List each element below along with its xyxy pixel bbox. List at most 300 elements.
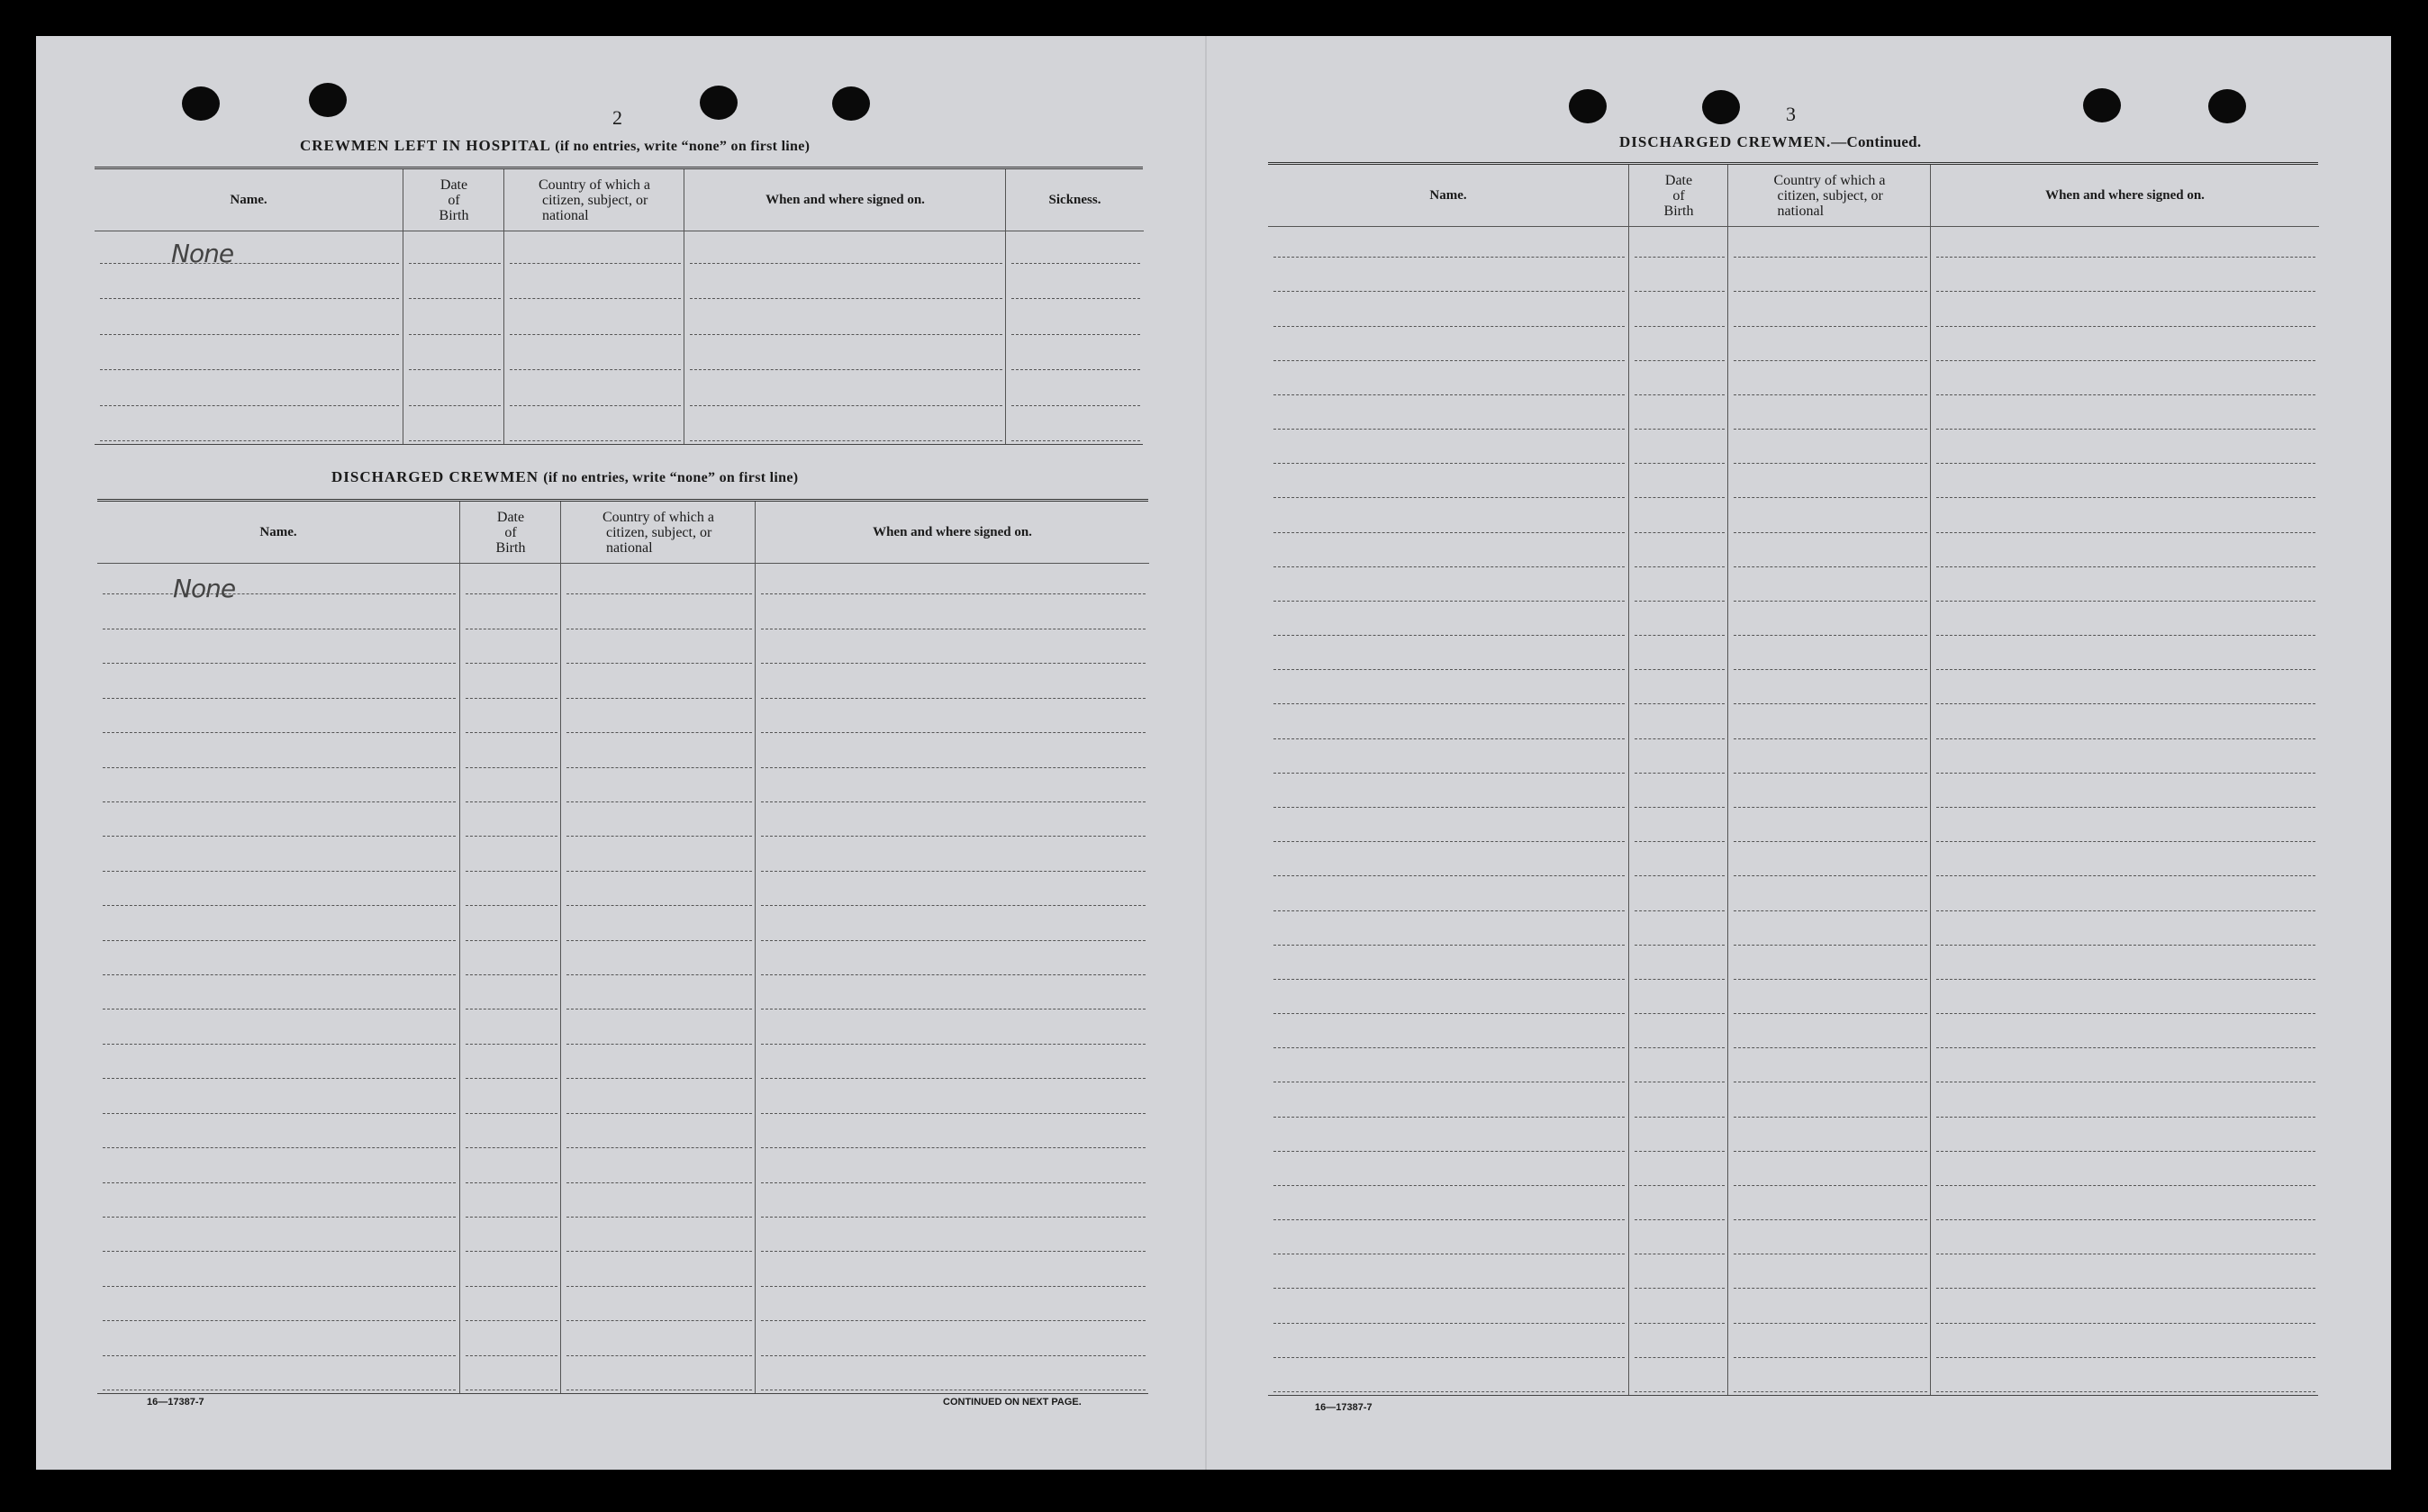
ruled-line	[690, 298, 1002, 299]
ruled-line	[1936, 635, 2315, 636]
discharged-continued-table	[1268, 162, 2318, 1396]
header-name: Name.	[1268, 165, 1628, 227]
ruled-line	[103, 1009, 456, 1010]
col-country	[503, 169, 684, 444]
ruled-line	[1273, 1391, 1625, 1392]
ruled-line	[1734, 669, 1927, 670]
ruled-line	[466, 1078, 557, 1079]
ruled-line	[1734, 257, 1927, 258]
ruled-line	[1734, 635, 1927, 636]
col-name	[97, 502, 459, 1393]
ruled-line	[1273, 1323, 1625, 1324]
ruled-line	[1273, 703, 1625, 704]
ruled-line	[1273, 326, 1625, 327]
ruled-line	[566, 698, 752, 699]
ruled-line	[1936, 1047, 2315, 1048]
hospital-section-title	[300, 137, 810, 155]
ruled-line	[466, 905, 557, 906]
discharged-table	[97, 499, 1148, 1394]
ruled-line	[1273, 429, 1625, 430]
ruled-line	[566, 871, 752, 872]
ruled-line	[1635, 394, 1725, 395]
ruled-line	[1273, 738, 1625, 739]
hospital-table	[95, 167, 1143, 445]
ruled-line	[103, 1355, 456, 1356]
ruled-line	[100, 298, 399, 299]
punch-hole	[1702, 90, 1740, 124]
ruled-line	[566, 1078, 752, 1079]
ruled-line	[1635, 1323, 1725, 1324]
ruled-line	[100, 440, 399, 441]
ruled-line	[1734, 532, 1927, 533]
ruled-line	[466, 1182, 557, 1183]
ruled-line	[1936, 875, 2315, 876]
ruled-line	[1635, 773, 1725, 774]
ruled-line	[1635, 635, 1725, 636]
ruled-line	[1936, 566, 2315, 567]
ruled-line	[103, 1078, 456, 1079]
ruled-line	[566, 1147, 752, 1148]
header-signed-on: When and where signed on.	[1931, 165, 2319, 227]
ruled-line	[566, 663, 752, 664]
ruled-line	[1734, 979, 1927, 980]
ruled-line	[1936, 773, 2315, 774]
ruled-line	[103, 1251, 456, 1252]
ruled-line	[761, 1251, 1146, 1252]
ruled-line	[1273, 875, 1625, 876]
ruled-line	[466, 1044, 557, 1045]
ruled-line	[1936, 257, 2315, 258]
ruled-line	[466, 1113, 557, 1114]
header-date-of-birth: Date of Birth	[460, 502, 561, 564]
ruled-line	[761, 663, 1146, 664]
ruled-line	[1734, 1185, 1927, 1186]
ruled-line	[510, 440, 681, 441]
ruled-line	[1734, 1357, 1927, 1358]
ruled-line	[103, 1320, 456, 1321]
ruled-line	[1734, 463, 1927, 464]
ruled-line	[1936, 1288, 2315, 1289]
ruled-line	[1635, 1391, 1725, 1392]
ruled-line	[409, 369, 501, 370]
ruled-line	[1273, 291, 1625, 292]
ruled-line	[566, 801, 752, 802]
punch-hole	[700, 86, 738, 120]
header-signed-on: When and where signed on.	[684, 169, 1006, 231]
ruled-line	[103, 940, 456, 941]
ruled-line	[761, 1355, 1146, 1356]
ruled-line	[466, 663, 557, 664]
ruled-line	[1273, 463, 1625, 464]
hospital-title-text: CREWMEN LEFT IN HOSPITAL	[300, 137, 550, 154]
ruled-line	[761, 1217, 1146, 1218]
ruled-line	[1273, 1357, 1625, 1358]
ruled-line	[466, 940, 557, 941]
ruled-line	[1635, 360, 1725, 361]
ruled-line	[761, 940, 1146, 941]
ruled-line	[466, 871, 557, 872]
ruled-line	[566, 1113, 752, 1114]
ruled-line	[1936, 1391, 2315, 1392]
ruled-line	[103, 767, 456, 768]
page-fold	[1205, 36, 1207, 1470]
ruled-line	[1273, 1151, 1625, 1152]
punch-hole	[1569, 89, 1607, 123]
ruled-line	[1273, 532, 1625, 533]
ruled-line	[1635, 1357, 1725, 1358]
ruled-line	[466, 801, 557, 802]
col-date-of-birth	[1628, 165, 1728, 1395]
ruled-line	[566, 1355, 752, 1356]
ruled-line	[100, 263, 399, 264]
handwritten-entry: None	[173, 574, 236, 603]
ruled-line	[510, 334, 681, 335]
ruled-line	[761, 974, 1146, 975]
col-country	[560, 502, 756, 1393]
ruled-line	[1635, 532, 1725, 533]
ruled-line	[103, 732, 456, 733]
ruled-line	[510, 298, 681, 299]
ruled-line	[1635, 1288, 1725, 1289]
ruled-line	[466, 767, 557, 768]
ruled-line	[1273, 979, 1625, 980]
ruled-line	[1011, 263, 1140, 264]
ruled-line	[1734, 394, 1927, 395]
ruled-line	[1734, 841, 1927, 842]
ruled-line	[566, 836, 752, 837]
header-signed-on: When and where signed on.	[756, 502, 1149, 564]
ruled-line	[1734, 945, 1927, 946]
ruled-line	[466, 1286, 557, 1287]
punch-hole	[2083, 88, 2121, 122]
ruled-line	[466, 593, 557, 594]
ruled-line	[103, 974, 456, 975]
col-date-of-birth	[459, 502, 561, 1393]
ruled-line	[1273, 635, 1625, 636]
ruled-line	[1273, 257, 1625, 258]
header-country: Country of which a citizen, subject, or national	[561, 502, 756, 564]
form-number: 16—17387-7	[147, 1397, 204, 1408]
ruled-line	[761, 1044, 1146, 1045]
ruled-line	[1635, 601, 1725, 602]
ruled-line	[1936, 841, 2315, 842]
ruled-line	[761, 767, 1146, 768]
ruled-line	[100, 369, 399, 370]
form-number: 16—17387-7	[1315, 1402, 1373, 1413]
ruled-line	[1635, 1117, 1725, 1118]
ruled-line	[510, 263, 681, 264]
continued-note: CONTINUED ON NEXT PAGE.	[943, 1397, 1082, 1408]
ruled-line	[1936, 1219, 2315, 1220]
punch-hole	[309, 83, 347, 117]
col-date-of-birth	[403, 169, 504, 444]
ruled-line	[1635, 945, 1725, 946]
ruled-line	[1734, 326, 1927, 327]
ruled-line	[1273, 1185, 1625, 1186]
ruled-line	[1273, 773, 1625, 774]
ruled-line	[761, 836, 1146, 837]
ruled-line	[566, 905, 752, 906]
ruled-line	[1734, 875, 1927, 876]
ruled-line	[1011, 298, 1140, 299]
ruled-line	[566, 732, 752, 733]
ruled-line	[1936, 738, 2315, 739]
ruled-line	[409, 263, 501, 264]
punch-hole	[832, 86, 870, 121]
ruled-line	[690, 263, 1002, 264]
ruled-line	[103, 1286, 456, 1287]
ruled-line	[100, 405, 399, 406]
ruled-line	[761, 905, 1146, 906]
ruled-line	[566, 593, 752, 594]
ruled-line	[761, 1009, 1146, 1010]
ruled-line	[566, 1286, 752, 1287]
handwritten-entry: None	[171, 239, 234, 268]
col-signed-on	[684, 169, 1006, 444]
ruled-line	[1734, 566, 1927, 567]
header-date-of-birth: Date of Birth	[403, 169, 504, 231]
ruled-line	[1936, 1185, 2315, 1186]
ruled-line	[510, 405, 681, 406]
ruled-line	[1734, 291, 1927, 292]
punch-hole	[182, 86, 220, 121]
ruled-line	[1734, 1047, 1927, 1048]
discharged-section-title	[331, 468, 798, 486]
ruled-line	[1635, 291, 1725, 292]
ruled-line	[1635, 669, 1725, 670]
ruled-line	[103, 1217, 456, 1218]
ruled-line	[1734, 1391, 1927, 1392]
ruled-line	[466, 1009, 557, 1010]
ruled-line	[1734, 773, 1927, 774]
col-sickness	[1005, 169, 1144, 444]
ruled-line	[103, 1147, 456, 1148]
ruled-line	[690, 440, 1002, 441]
ruled-line	[690, 405, 1002, 406]
ruled-line	[1011, 334, 1140, 335]
discharged-continued-title-text: DISCHARGED CREWMEN.	[1619, 133, 1832, 150]
ruled-line	[409, 298, 501, 299]
ruled-line	[466, 698, 557, 699]
col-name	[1268, 165, 1628, 1395]
ruled-line	[761, 698, 1146, 699]
ruled-line	[103, 1044, 456, 1045]
ruled-line	[1936, 463, 2315, 464]
ruled-line	[1936, 1151, 2315, 1152]
ruled-line	[1936, 394, 2315, 395]
ruled-line	[103, 836, 456, 837]
page-number: 2	[612, 106, 622, 129]
ruled-line	[1635, 1185, 1725, 1186]
ruled-line	[466, 1355, 557, 1356]
ruled-line	[1635, 807, 1725, 808]
ruled-line	[466, 1147, 557, 1148]
ruled-line	[1273, 394, 1625, 395]
header-date-of-birth: Date of Birth	[1629, 165, 1728, 227]
ruled-line	[761, 1182, 1146, 1183]
ruled-line	[1734, 910, 1927, 911]
ruled-line	[1635, 497, 1725, 498]
ruled-line	[761, 732, 1146, 733]
ruled-line	[103, 698, 456, 699]
ruled-line	[566, 1217, 752, 1218]
page-number: 3	[1786, 103, 1796, 125]
ruled-line	[1011, 369, 1140, 370]
ruled-line	[1273, 945, 1625, 946]
ruled-line	[1936, 669, 2315, 670]
ruled-line	[761, 1286, 1146, 1287]
ruled-line	[1936, 945, 2315, 946]
ruled-line	[1273, 1013, 1625, 1014]
ruled-line	[103, 663, 456, 664]
ruled-line	[1936, 979, 2315, 980]
ruled-line	[1936, 1357, 2315, 1358]
ruled-line	[1273, 669, 1625, 670]
col-signed-on	[755, 502, 1149, 1393]
ruled-line	[1936, 1323, 2315, 1324]
col-name	[95, 169, 403, 444]
ruled-line	[761, 1320, 1146, 1321]
ruled-line	[1936, 532, 2315, 533]
ruled-line	[566, 1251, 752, 1252]
ruled-line	[566, 767, 752, 768]
ruled-line	[761, 1147, 1146, 1148]
ruled-line	[1273, 1117, 1625, 1118]
ruled-line	[1635, 1013, 1725, 1014]
ruled-line	[1734, 738, 1927, 739]
ruled-line	[1635, 979, 1725, 980]
ruled-line	[1635, 1219, 1725, 1220]
ruled-line	[103, 801, 456, 802]
ruled-line	[1936, 807, 2315, 808]
ruled-line	[1273, 360, 1625, 361]
ruled-line	[761, 871, 1146, 872]
ruled-line	[1273, 566, 1625, 567]
ruled-line	[1734, 429, 1927, 430]
ruled-line	[1635, 703, 1725, 704]
ruled-line	[1734, 1219, 1927, 1220]
discharged-instruction: (if no entries, write “none” on first line)	[543, 470, 799, 485]
ruled-line	[1635, 326, 1725, 327]
ruled-line	[1936, 497, 2315, 498]
ruled-line	[1734, 1288, 1927, 1289]
ruled-line	[466, 1320, 557, 1321]
ruled-line	[1635, 841, 1725, 842]
ruled-line	[1273, 841, 1625, 842]
ruled-line	[1273, 497, 1625, 498]
ruled-line	[103, 593, 456, 594]
header-country: Country of which a citizen, subject, or national	[504, 169, 684, 231]
ruled-line	[1273, 910, 1625, 911]
ruled-line	[566, 1182, 752, 1183]
ruled-line	[761, 1078, 1146, 1079]
ruled-line	[1734, 1013, 1927, 1014]
ruled-line	[1734, 601, 1927, 602]
ruled-line	[1273, 601, 1625, 602]
ruled-line	[466, 836, 557, 837]
ruled-line	[1635, 463, 1725, 464]
ruled-line	[1734, 497, 1927, 498]
ruled-line	[1635, 1047, 1725, 1048]
ruled-line	[1635, 1151, 1725, 1152]
ruled-line	[690, 369, 1002, 370]
ruled-line	[566, 940, 752, 941]
ruled-line	[409, 334, 501, 335]
ruled-line	[1011, 405, 1140, 406]
ruled-line	[1011, 440, 1140, 441]
col-country	[1727, 165, 1931, 1395]
ruled-line	[1734, 1323, 1927, 1324]
ruled-line	[1936, 601, 2315, 602]
header-sickness: Sickness.	[1006, 169, 1144, 231]
ruled-line	[103, 1182, 456, 1183]
ruled-line	[1734, 1117, 1927, 1118]
ruled-line	[103, 905, 456, 906]
ruled-line	[1273, 807, 1625, 808]
ruled-line	[566, 1009, 752, 1010]
discharged-continued-title	[1619, 133, 1921, 151]
ruled-line	[1936, 360, 2315, 361]
ruled-line	[761, 593, 1146, 594]
ruled-line	[1734, 807, 1927, 808]
ruled-line	[1936, 326, 2315, 327]
ruled-line	[1635, 738, 1725, 739]
ruled-line	[566, 1320, 752, 1321]
ruled-line	[1635, 257, 1725, 258]
ruled-line	[100, 334, 399, 335]
ruled-line	[1635, 910, 1725, 911]
ruled-line	[1936, 910, 2315, 911]
header-name: Name.	[95, 169, 403, 231]
ruled-line	[1936, 703, 2315, 704]
ruled-line	[690, 334, 1002, 335]
ruled-line	[566, 1044, 752, 1045]
ruled-line	[466, 1251, 557, 1252]
discharged-title-text: DISCHARGED CREWMEN	[331, 468, 539, 485]
header-name: Name.	[97, 502, 459, 564]
punch-hole	[2208, 89, 2246, 123]
ruled-line	[1734, 703, 1927, 704]
ruled-line	[409, 405, 501, 406]
header-country: Country of which a citizen, subject, or national	[1728, 165, 1931, 227]
ruled-line	[466, 974, 557, 975]
ruled-line	[1273, 1219, 1625, 1220]
ruled-line	[1273, 1288, 1625, 1289]
title-suffix: —Continued.	[1831, 133, 1922, 150]
col-signed-on	[1930, 165, 2319, 1395]
ruled-line	[466, 1217, 557, 1218]
ruled-line	[1734, 1151, 1927, 1152]
ruled-line	[1734, 360, 1927, 361]
ruled-line	[761, 801, 1146, 802]
ruled-line	[409, 440, 501, 441]
ruled-line	[1635, 566, 1725, 567]
ruled-line	[1936, 1117, 2315, 1118]
ruled-line	[510, 369, 681, 370]
ruled-line	[761, 1113, 1146, 1114]
ruled-line	[1273, 1047, 1625, 1048]
ruled-line	[566, 974, 752, 975]
ruled-line	[1936, 429, 2315, 430]
ruled-line	[466, 732, 557, 733]
ruled-line	[103, 1113, 456, 1114]
hospital-instruction: (if no entries, write “none” on first line)	[555, 139, 811, 154]
ruled-line	[1635, 429, 1725, 430]
ruled-line	[1635, 875, 1725, 876]
ruled-line	[1936, 291, 2315, 292]
ruled-line	[1936, 1013, 2315, 1014]
ruled-line	[103, 871, 456, 872]
